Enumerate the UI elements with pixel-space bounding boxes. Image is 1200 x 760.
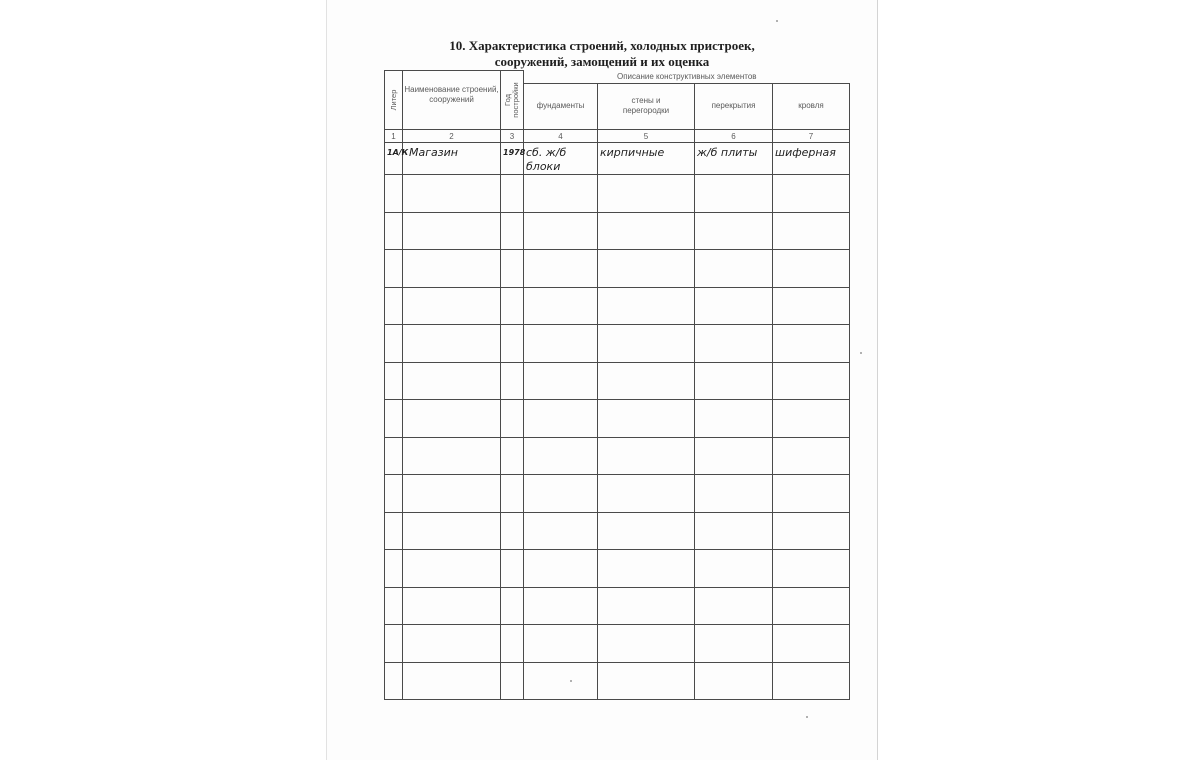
- cell-roof: шиферная: [773, 143, 850, 175]
- empty-cell: [773, 475, 850, 513]
- empty-cell: [598, 475, 695, 513]
- empty-cell: [773, 212, 850, 250]
- empty-cell: [385, 587, 403, 625]
- empty-cell: [524, 362, 598, 400]
- empty-cell: [773, 287, 850, 325]
- empty-cell: [695, 662, 773, 700]
- cell-year: 1978: [501, 143, 524, 175]
- empty-cell: [403, 362, 501, 400]
- empty-table-row: [385, 400, 850, 438]
- empty-cell: [385, 662, 403, 700]
- empty-cell: [524, 250, 598, 288]
- empty-cell: [598, 325, 695, 363]
- header-walls: стены и перегородки: [598, 83, 695, 129]
- empty-cell: [695, 175, 773, 213]
- empty-cell: [598, 550, 695, 588]
- empty-cell: [773, 437, 850, 475]
- empty-table-row: [385, 587, 850, 625]
- empty-cell: [524, 175, 598, 213]
- empty-cell: [524, 625, 598, 663]
- empty-cell: [598, 587, 695, 625]
- empty-cell: [695, 287, 773, 325]
- empty-cell: [598, 625, 695, 663]
- empty-cell: [403, 625, 501, 663]
- empty-table-row: [385, 512, 850, 550]
- empty-cell: [385, 475, 403, 513]
- empty-cell: [403, 400, 501, 438]
- empty-cell: [501, 287, 524, 325]
- col-number: 1: [385, 130, 403, 143]
- empty-cell: [773, 625, 850, 663]
- empty-cell: [695, 512, 773, 550]
- buildings-table: [384, 70, 850, 700]
- empty-cell: [385, 250, 403, 288]
- empty-table-row: [385, 475, 850, 513]
- empty-cell: [501, 587, 524, 625]
- empty-cell: [501, 362, 524, 400]
- empty-cell: [695, 400, 773, 438]
- empty-cell: [403, 250, 501, 288]
- empty-cell: [695, 212, 773, 250]
- table-row: [385, 143, 850, 175]
- empty-cell: [385, 175, 403, 213]
- empty-cell: [501, 625, 524, 663]
- empty-table-row: [385, 550, 850, 588]
- empty-cell: [403, 212, 501, 250]
- empty-cell: [773, 550, 850, 588]
- empty-cell: [773, 400, 850, 438]
- empty-cell: [524, 550, 598, 588]
- empty-cell: [385, 287, 403, 325]
- empty-cell: [695, 325, 773, 363]
- col-number: 7: [773, 130, 850, 143]
- empty-cell: [695, 550, 773, 588]
- empty-cell: [501, 325, 524, 363]
- empty-cell: [385, 550, 403, 588]
- header-year: Год постройки: [501, 71, 524, 130]
- empty-cell: [773, 325, 850, 363]
- empty-cell: [403, 587, 501, 625]
- cell-foundations: сб. ж/б блоки: [524, 143, 598, 175]
- empty-cell: [524, 400, 598, 438]
- empty-cell: [524, 475, 598, 513]
- header-group: Описание конструктивных элементов: [524, 71, 850, 84]
- empty-cell: [403, 437, 501, 475]
- empty-cell: [501, 175, 524, 213]
- empty-table-row: [385, 212, 850, 250]
- scan-speck: [776, 20, 778, 22]
- empty-cell: [403, 475, 501, 513]
- empty-table-row: [385, 175, 850, 213]
- empty-cell: [501, 400, 524, 438]
- empty-cell: [501, 212, 524, 250]
- empty-cell: [501, 512, 524, 550]
- empty-cell: [598, 362, 695, 400]
- title-line-2: сооружений, замощений и их оценка: [494, 54, 710, 69]
- empty-cell: [501, 550, 524, 588]
- empty-rows: [385, 175, 850, 700]
- header-liter: Литер: [385, 71, 403, 130]
- title-line-1: 10. Характеристика строений, холодных пристроек,: [449, 38, 755, 53]
- empty-cell: [385, 362, 403, 400]
- empty-cell: [598, 287, 695, 325]
- empty-cell: [524, 437, 598, 475]
- empty-cell: [385, 212, 403, 250]
- empty-cell: [501, 250, 524, 288]
- empty-cell: [773, 250, 850, 288]
- empty-table-row: [385, 325, 850, 363]
- col-number: 3: [501, 130, 524, 143]
- empty-cell: [524, 212, 598, 250]
- cell-floors: ж/б плиты: [695, 143, 773, 175]
- empty-cell: [773, 362, 850, 400]
- empty-cell: [695, 437, 773, 475]
- empty-cell: [524, 512, 598, 550]
- empty-table-row: [385, 437, 850, 475]
- col-number: 2: [403, 130, 501, 143]
- empty-cell: [403, 325, 501, 363]
- empty-cell: [773, 512, 850, 550]
- scan-speck: [806, 716, 808, 718]
- empty-cell: [385, 512, 403, 550]
- empty-cell: [403, 662, 501, 700]
- empty-cell: [695, 250, 773, 288]
- header-floors: перекрытия: [695, 83, 773, 129]
- header-roof: кровля: [773, 83, 850, 129]
- empty-cell: [695, 362, 773, 400]
- empty-cell: [501, 662, 524, 700]
- col-number: 4: [524, 130, 598, 143]
- empty-cell: [773, 662, 850, 700]
- empty-cell: [385, 400, 403, 438]
- empty-cell: [385, 325, 403, 363]
- empty-cell: [501, 437, 524, 475]
- empty-cell: [598, 212, 695, 250]
- empty-cell: [695, 625, 773, 663]
- empty-cell: [501, 475, 524, 513]
- empty-cell: [403, 550, 501, 588]
- empty-cell: [385, 625, 403, 663]
- scan-speck: [570, 680, 572, 682]
- empty-cell: [524, 662, 598, 700]
- header-foundations: фундаменты: [524, 83, 598, 129]
- col-number: 6: [695, 130, 773, 143]
- empty-cell: [598, 512, 695, 550]
- empty-table-row: [385, 362, 850, 400]
- scan-speck: [860, 352, 862, 354]
- empty-cell: [773, 587, 850, 625]
- empty-cell: [598, 400, 695, 438]
- empty-table-row: [385, 287, 850, 325]
- empty-table-row: [385, 662, 850, 700]
- empty-cell: [524, 287, 598, 325]
- empty-cell: [695, 587, 773, 625]
- empty-cell: [598, 250, 695, 288]
- cell-name: Магазин: [403, 143, 501, 175]
- empty-cell: [598, 437, 695, 475]
- cell-liter: 1А/К: [385, 143, 403, 175]
- empty-cell: [403, 175, 501, 213]
- empty-cell: [524, 325, 598, 363]
- empty-cell: [403, 287, 501, 325]
- empty-table-row: [385, 625, 850, 663]
- cell-walls: кирпичные: [598, 143, 695, 175]
- col-number: 5: [598, 130, 695, 143]
- empty-table-row: [385, 250, 850, 288]
- empty-cell: [524, 587, 598, 625]
- empty-cell: [773, 175, 850, 213]
- empty-cell: [403, 512, 501, 550]
- empty-cell: [598, 662, 695, 700]
- header-name: Наименование строений, сооружений: [403, 71, 501, 130]
- empty-cell: [598, 175, 695, 213]
- column-number-row: [385, 130, 850, 143]
- empty-cell: [695, 475, 773, 513]
- empty-cell: [385, 437, 403, 475]
- form-title: [324, 38, 880, 70]
